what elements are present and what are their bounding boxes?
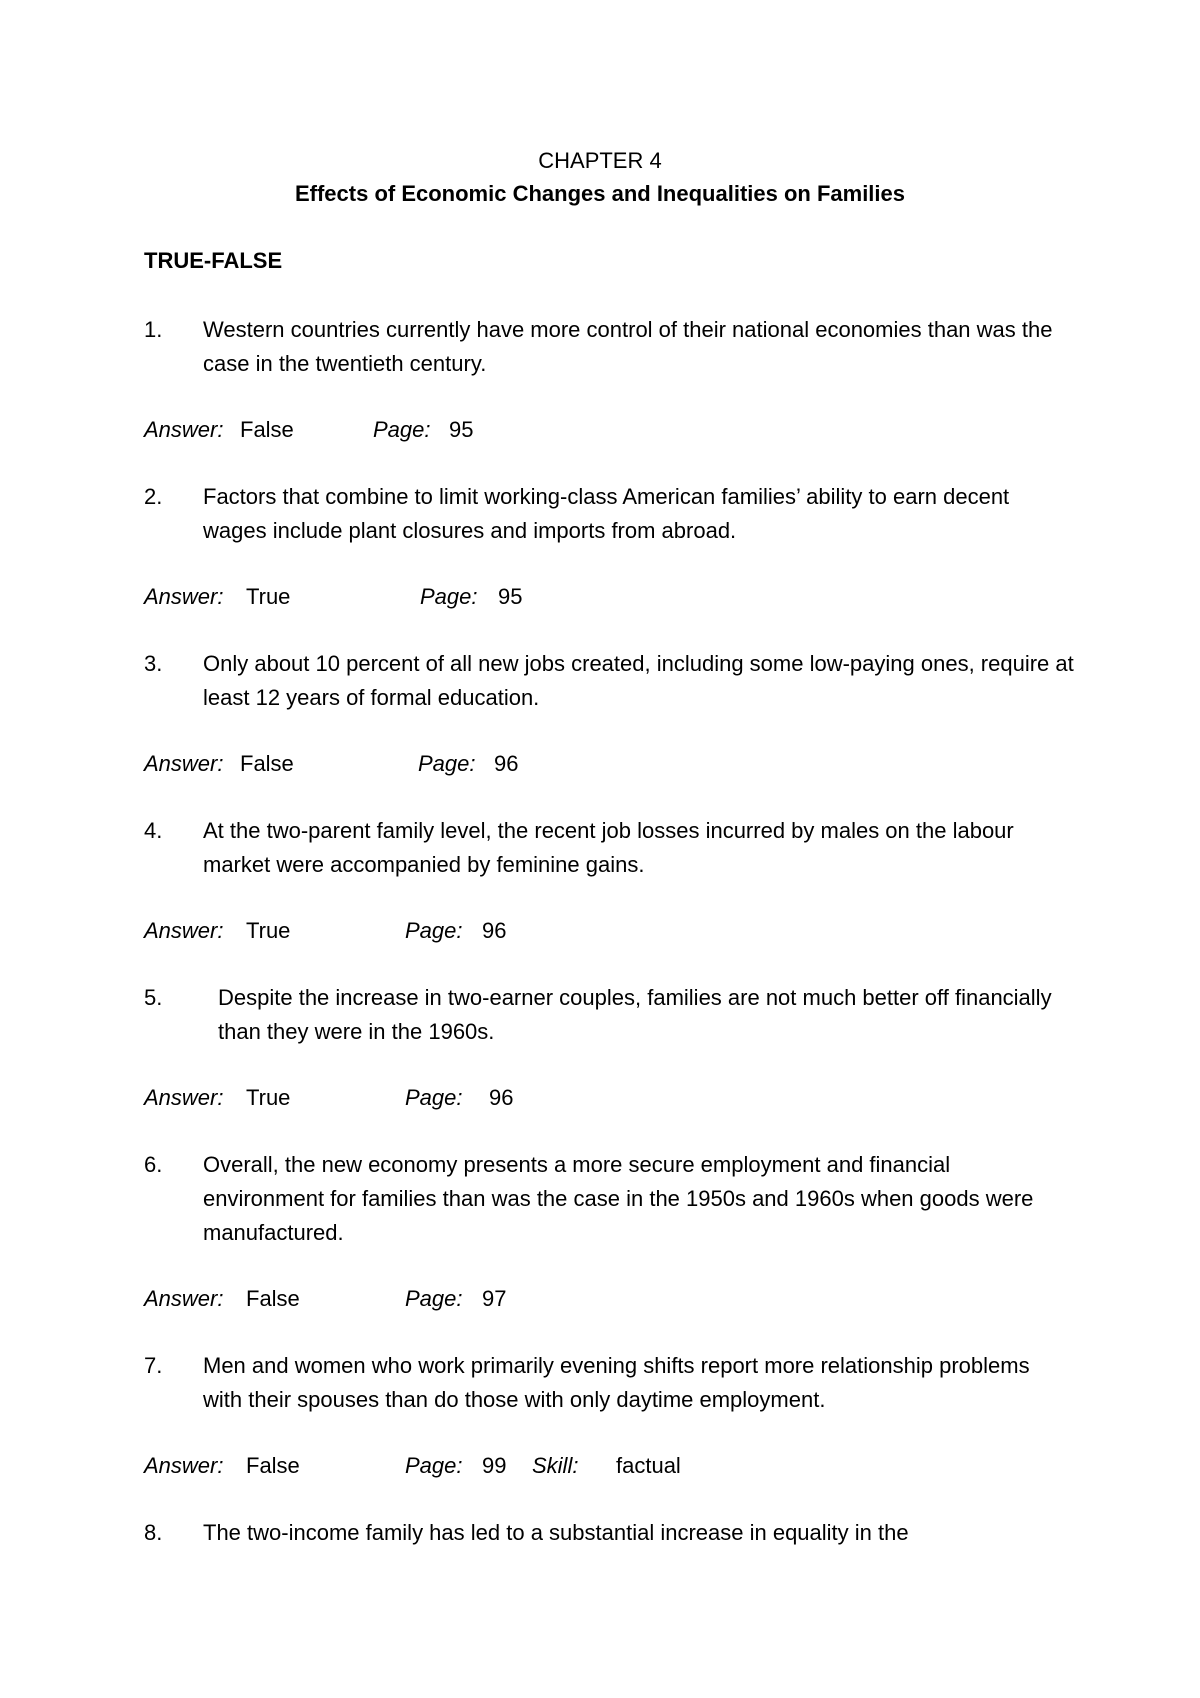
question-number: 2.	[144, 484, 163, 509]
page-label: Page:	[420, 584, 478, 609]
answer-value: False	[246, 1286, 300, 1311]
question-text: The two-income family has led to a substantial increase in equality in the	[203, 1520, 909, 1545]
answer-value: False	[240, 417, 294, 442]
page-title: Effects of Economic Changes and Inequalities on Families	[294, 181, 906, 206]
page-label: Page:	[405, 1085, 463, 1110]
answer-label: Answer:	[144, 1286, 224, 1311]
question-number: 6.	[144, 1152, 163, 1177]
skill-value: factual	[616, 1453, 681, 1478]
question-text: Western countries currently have more control of their national economies than was the case in the twentieth century.	[203, 317, 1053, 376]
question-item	[144, 1349, 1074, 1417]
question-number: 5.	[144, 985, 163, 1010]
answer-label: Answer:	[144, 918, 224, 943]
section-heading: TRUE-FALSE	[144, 248, 283, 273]
page-label: Page:	[405, 1453, 463, 1478]
answer-label: Answer:	[144, 751, 224, 776]
answer-label: Answer:	[144, 584, 224, 609]
question-number: 1.	[144, 317, 163, 342]
question-text: Only about 10 percent of all new jobs created, including some low-paying ones, require at least 12 years of formal education.	[203, 651, 1074, 710]
page-value: 96	[494, 751, 519, 776]
question-text: Men and women who work primarily evening shifts report more relationship problems with their spouses than do those with only daytime employment.	[203, 1353, 1030, 1412]
page-value: 96	[482, 918, 507, 943]
answer-value: True	[246, 584, 291, 609]
page-value: 95	[449, 417, 474, 442]
question-item	[144, 814, 1074, 882]
answer-value: False	[240, 751, 294, 776]
answer-value: False	[246, 1453, 300, 1478]
question-item	[144, 480, 1074, 548]
question-text: Factors that combine to limit working-class American families’ ability to earn decent wages include plant closures and imports from abroad.	[203, 484, 1010, 543]
question-text: Overall, the new economy presents a more secure employment and financial environment for families than was the case in the 1950s and 1960s when goods were manufactured.	[203, 1152, 1034, 1245]
question-item	[144, 1516, 1074, 1550]
question-item	[144, 1148, 1074, 1250]
question-item	[144, 313, 1074, 381]
page-value: 97	[482, 1286, 507, 1311]
page-label: Page:	[373, 417, 431, 442]
question-item	[144, 981, 1074, 1049]
question-number: 7.	[144, 1353, 163, 1378]
question-text: Despite the increase in two-earner couples, families are not much better off financially than they were in the 1960s.	[218, 985, 1052, 1044]
question-text: At the two-parent family level, the recent job losses incurred by males on the labour market were accompanied by feminine gains.	[203, 818, 1014, 877]
answer-label: Answer:	[144, 1085, 224, 1110]
skill-label: Skill:	[532, 1453, 579, 1478]
page-value: 96	[489, 1085, 514, 1110]
answer-label: Answer:	[144, 1453, 224, 1478]
question-item	[144, 647, 1074, 715]
question-number: 4.	[144, 818, 163, 843]
chapter-heading: CHAPTER 4	[538, 148, 662, 173]
answer-value: True	[246, 918, 291, 943]
page-label: Page:	[405, 1286, 463, 1311]
page-label: Page:	[418, 751, 476, 776]
question-number: 8.	[144, 1520, 163, 1545]
page-value: 99	[482, 1453, 507, 1478]
page-label: Page:	[405, 918, 463, 943]
answer-label: Answer:	[144, 417, 224, 442]
answer-value: True	[246, 1085, 291, 1110]
question-number: 3.	[144, 651, 163, 676]
page-value: 95	[498, 584, 523, 609]
